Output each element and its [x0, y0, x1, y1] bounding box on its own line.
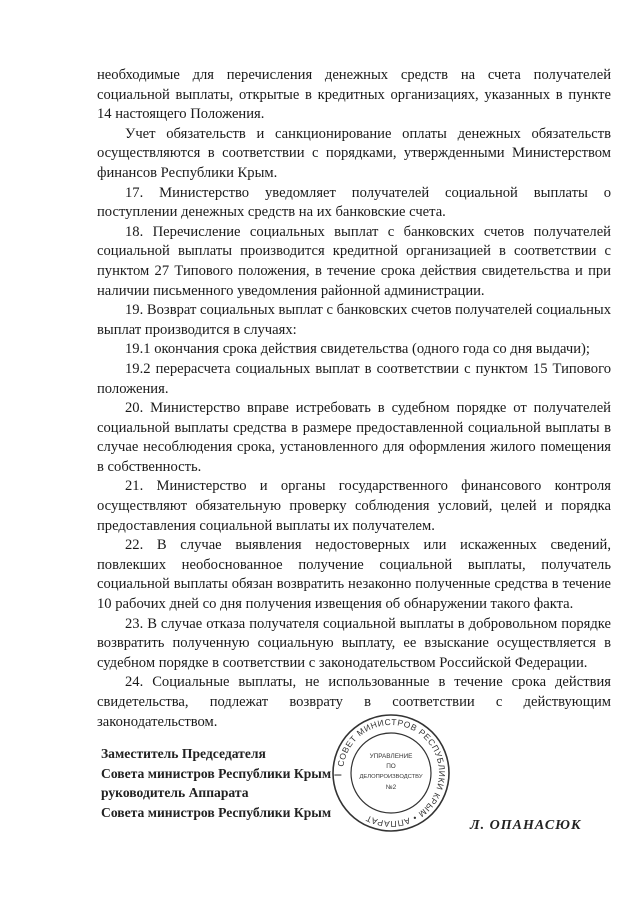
signature-block: [101, 744, 341, 822]
svg-text:СОВЕТ МИНИСТРОВ РЕСПУБЛИКИ КРЫ: [335, 717, 447, 829]
stamp-center-line: ПО: [386, 763, 396, 770]
paragraph: 17. Министерство уведомляет получателей социальной выплаты о поступлении денежных средств на их банковские счета.: [97, 184, 611, 221]
paragraph: 19. Возврат социальных выплат с банковских счетов получателей социальных выплат производится в случаях:: [97, 302, 611, 338]
stamp-ring-text: СОВЕТ МИНИСТРОВ РЕСПУБЛИКИ КРЫМ • АППАРАТ: [335, 716, 448, 830]
paragraph: 19.1 окончания срока действия свидетельства (одного года со дня выдачи);: [125, 341, 590, 358]
paragraph: 23. В случае отказа получателя социальной выплаты в добровольном порядке возвратить полученную социальную выплату, ее взыскание осуществляется в судебном порядке в соответствии с законодательством Российской Федерации.: [97, 615, 611, 671]
paragraph: 20. Министерство вправе истребовать в судебном порядке от получателей социальной выплаты средства в размере предоставленной социальной выплаты в случае несоблюдения срока, установленного для оформления жилого помещения в собственность.: [97, 400, 611, 475]
signer-name: Л. ОПАНАСЮК: [470, 818, 582, 833]
official-stamp-icon: [330, 712, 452, 834]
signature-line: Совета министров Республики Крым –: [101, 765, 342, 781]
paragraph: 19.2 перерасчета социальных выплат в соответствии с пунктом 15 Типового положения.: [97, 360, 611, 397]
paragraph: 24. Социальные выплаты, не использованные в течение срока действия свидетельства, подлежат возврату в соответствии с действующим законодательством.: [97, 674, 611, 730]
stamp-center-line: УПРАВЛЕНИЕ: [369, 753, 413, 760]
document-body: [97, 66, 611, 732]
signature-line: Заместитель Председателя: [101, 746, 266, 761]
paragraph: 21. Министерство и органы государственного финансового контроля осуществляют обязательную проверку соблюдения условий, целей и порядка предоставления социальной выплаты их получателем.: [97, 478, 611, 534]
stamp-center-line: ДЕЛОПРОИЗВОДСТВУ: [359, 774, 423, 780]
paragraph: 18. Перечисление социальных выплат с банковских счетов получателей социальной выплаты производится кредитной организацией в соответствии с пунктом 27 Типового положения, в течение срока действия свидетельства и при наличии письменного уведомления районной администрации.: [97, 223, 611, 299]
paragraph: Учет обязательств и санкционирование оплаты денежных обязательств осуществляются в соответствии с порядками, утвержденными Министерством финансов Республики Крым.: [97, 125, 611, 181]
signature-line: Совета министров Республики Крым: [101, 804, 332, 820]
paragraph: необходимые для перечисления денежных средств на счета получателей социальной выплаты, открытые в кредитных организациях, указанных в пункте 14 настоящего Положения.: [97, 67, 611, 123]
paragraph: 22. В случае выявления недостоверных или искаженных сведений, повлекших необоснованное получение социальной выплаты, получатель социальной выплаты обязан возвратить незаконно полученные средства в течение 10 рабочих дней со дня получения извещения об обнаружении такого факта.: [97, 537, 611, 613]
stamp-center-line: №2: [385, 784, 397, 791]
signature-line: руководитель Аппарата: [101, 785, 249, 800]
